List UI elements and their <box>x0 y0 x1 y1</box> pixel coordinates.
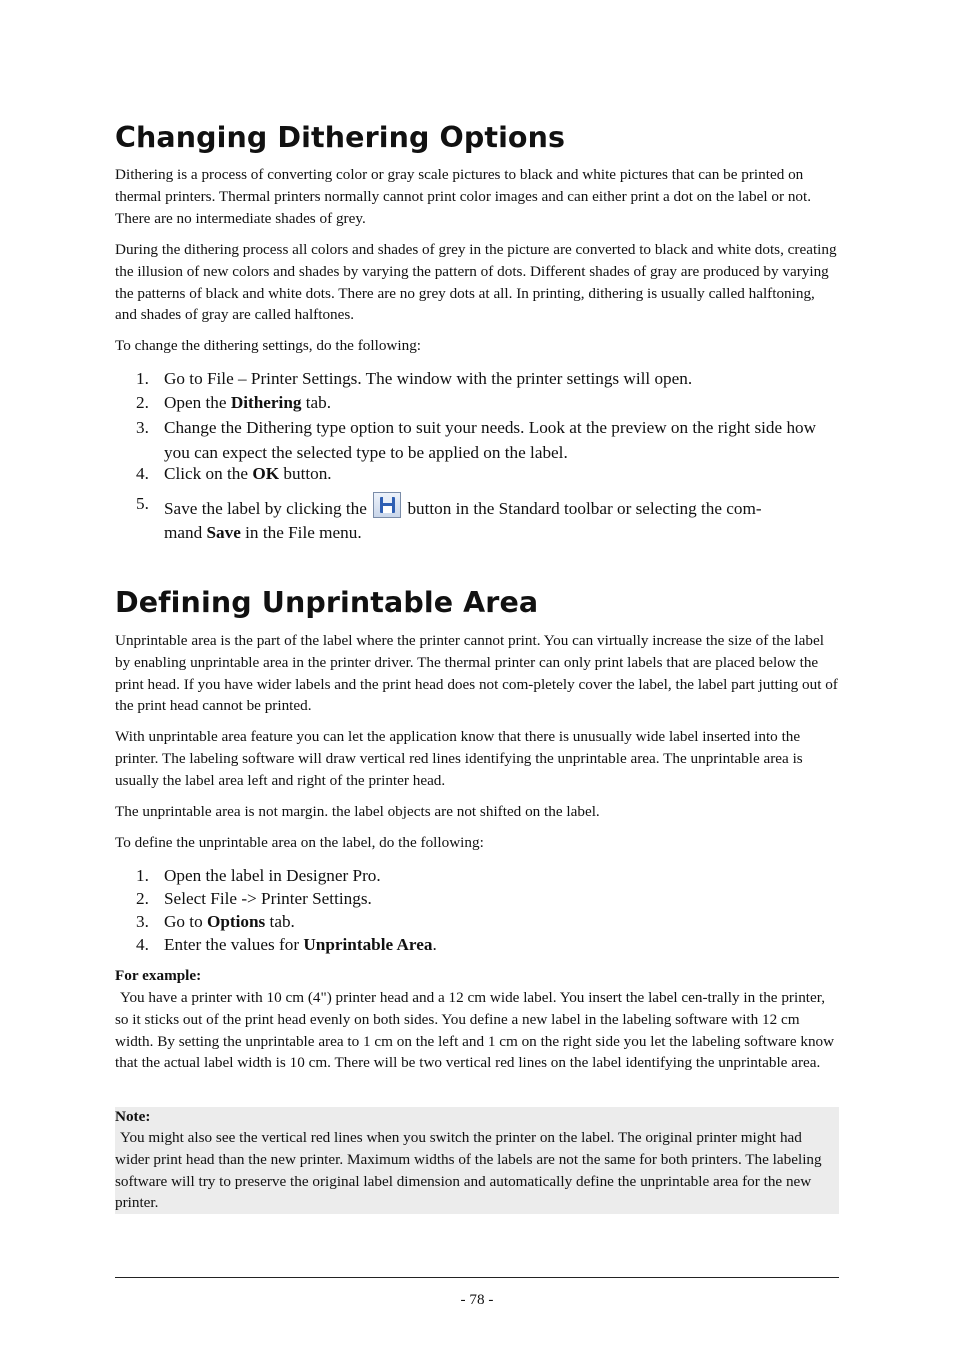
dithering-instructions-lead: To change the dithering settings, do the following: <box>115 337 422 354</box>
list-item: 2. Open the Dithering tab. <box>136 393 332 412</box>
unprintable-feature-paragraph: With unprintable area feature you can let the application know that there is unusually wide label inserted into the printer. The labeling software will draw vertical red lines identifying the unprintable area. The unprintable area is usually the label area left and right of the printer head. <box>115 728 803 789</box>
unprintable-margin-paragraph: The unprintable area is not margin. the label objects are not shifted on the label. <box>115 803 600 820</box>
example-label: For example: <box>115 967 202 984</box>
note-box <box>115 1107 839 1214</box>
list-item: 5. Save the label by clicking the button in the Standard toolbar or selecting the com- mand Save in the File menu. <box>136 494 762 542</box>
unprintable-intro-paragraph: Unprintable area is the part of the label where the printer cannot print. You can virtually increase the size of the label by enabling unprintable area in the printer driver. The thermal printer can only print labels that are placed below the print head. If you have wider labels and the print head does not com-pletely cover the label, the label part jutting out of the print head cannot be printed. <box>115 632 838 715</box>
floppy-disk-save-icon <box>373 492 401 518</box>
dithering-intro-paragraph: Dithering is a process of converting color or gray scale pictures to black and white pictures that can be printed on thermal printers. Thermal printers normally cannot print color images and can either print a dot on the label or not. There are no intermediate shades of grey. <box>115 166 812 227</box>
list-item: 4. Enter the values for Unprintable Area. <box>136 935 437 954</box>
unprintable-steps-list <box>115 864 839 956</box>
dithering-steps-list <box>115 367 839 545</box>
list-item: 3. Go to Options tab. <box>136 912 295 931</box>
section-title-dithering: Changing Dithering Options <box>115 121 566 154</box>
list-item: 4. Click on the OK button. <box>136 464 332 483</box>
list-item: 1. Go to File – Printer Settings. The window with the printer settings will open. <box>136 369 693 388</box>
footer-divider <box>115 1277 839 1278</box>
unprintable-instructions-lead: To define the unprintable area on the label, do the following: <box>115 834 484 851</box>
list-item: 2. Select File -> Printer Settings. <box>136 889 372 908</box>
list-item: 1. Open the label in Designer Pro. <box>136 866 381 885</box>
section-title-unprintable-area: Defining Unprintable Area <box>115 586 539 619</box>
note-label: Note: <box>115 1108 151 1125</box>
list-item: 3. Change the Dithering type option to suit your needs. Look at the preview on the right side how you can expect the selected type to be applied on the label. <box>136 418 817 462</box>
page-number: - 78 - <box>460 1291 494 1308</box>
note-paragraph: You might also see the vertical red lines when you switch the printer on the label. The original printer might had wider print head than the new printer. Maximum widths of the labels are not the same for both printers. The labeling software will try to preserve the original label dimension and automatically define the unprintable area for the new printer. <box>115 1129 822 1212</box>
dithering-process-paragraph: During the dithering process all colors and shades of grey in the picture are converted to black and white dots, creating the illusion of new colors and shades by varying the pattern of dots. Different shades of gray are produced by varying the patterns of black and white dots. There are no grey dots at all. In printing, dithering is usually called halftoning, and shades of gray are called halftones. <box>115 241 837 324</box>
example-paragraph: You have a printer with 10 cm (4") printer head and a 12 cm wide label. You insert the label cen-trally in the printer, so it sticks out of the print head evenly on both sides. You define a new label in the labeling software with 12 cm width. By setting the unprintable area to 1 cm on the left and 1 cm on the right side you let the labeling software know that the actual label width is 10 cm. There will be two vertical red lines on the label identifying the unprintable area. <box>115 989 835 1072</box>
